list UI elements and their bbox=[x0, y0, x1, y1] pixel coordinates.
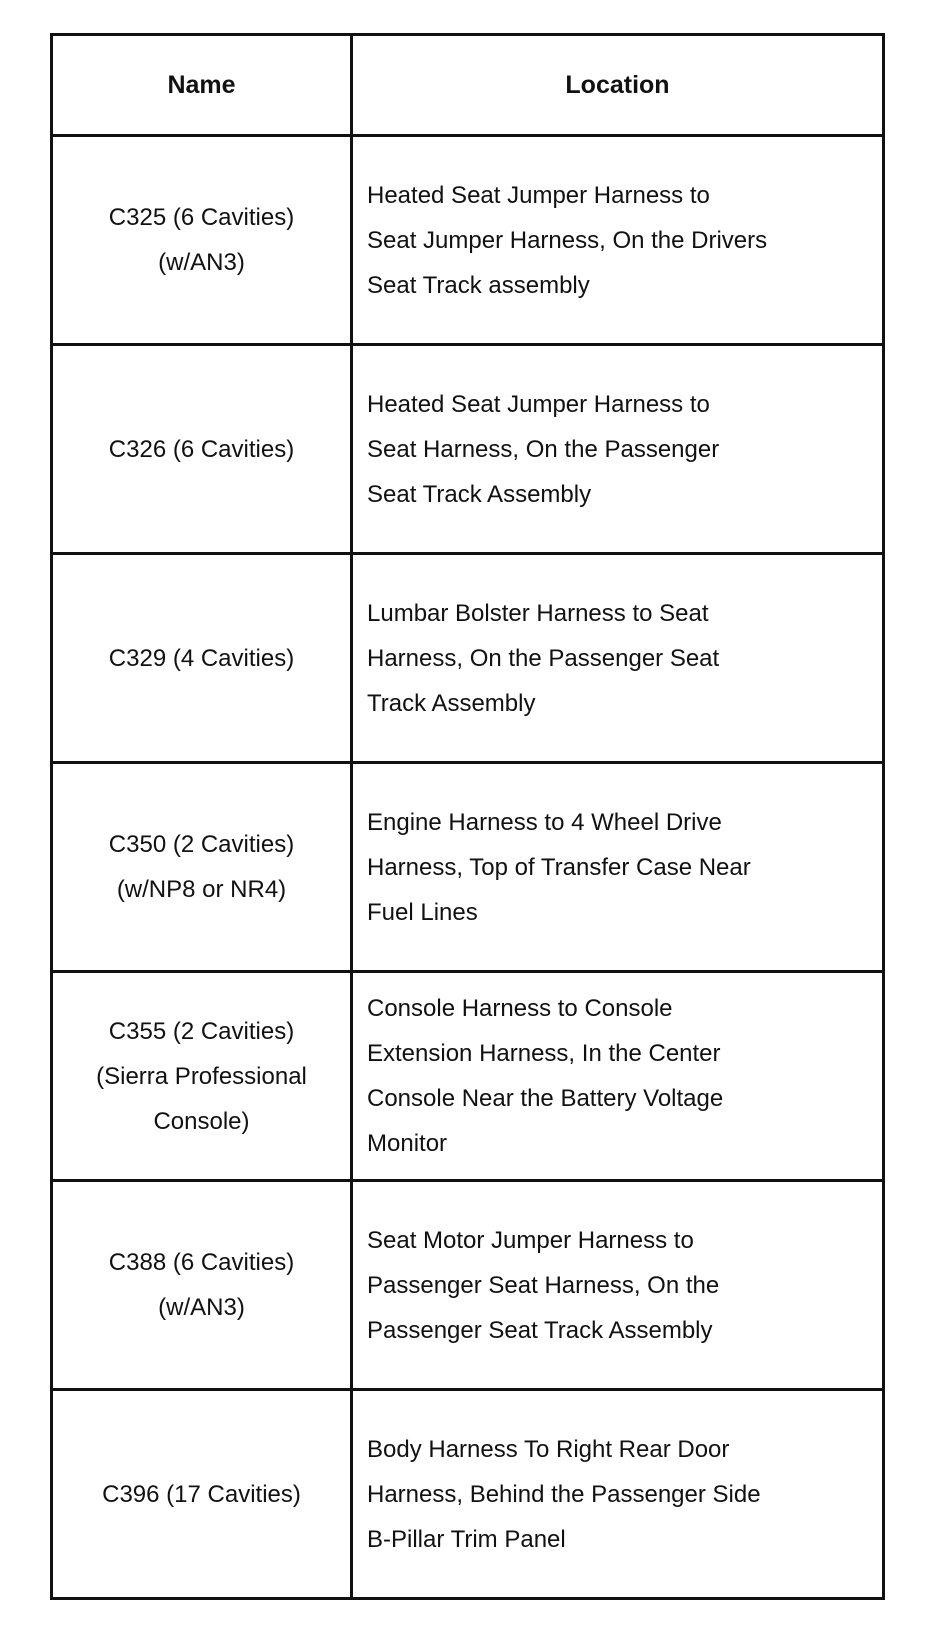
connector-location-line: Engine Harness to 4 Wheel Drive bbox=[367, 808, 722, 836]
connector-name-cell bbox=[52, 345, 352, 554]
connector-table-container bbox=[50, 33, 882, 1600]
connector-location-line: Lumbar Bolster Harness to Seat bbox=[367, 599, 709, 627]
connector-location-line: Heated Seat Jumper Harness to bbox=[367, 181, 710, 209]
connector-name-cell bbox=[52, 554, 352, 763]
connector-location-cell bbox=[352, 1390, 884, 1599]
table-body bbox=[52, 136, 884, 1599]
column-header-name: Name bbox=[52, 35, 352, 136]
connector-name-cell bbox=[52, 763, 352, 972]
connector-name-cell bbox=[52, 1181, 352, 1390]
connector-location-cell bbox=[352, 136, 884, 345]
connector-location-line: Fuel Lines bbox=[367, 898, 478, 926]
connector-name-line: C329 (4 Cavities) bbox=[108, 644, 295, 672]
connector-location-line: Seat Harness, On the Passenger bbox=[367, 435, 720, 463]
connector-name-line: (w/NP8 or NR4) bbox=[116, 876, 287, 903]
table-row bbox=[52, 345, 884, 554]
connector-location-line: Console Harness to Console bbox=[367, 995, 673, 1022]
connector-name-line: (w/AN3) bbox=[158, 249, 245, 276]
connector-name-cell bbox=[52, 1390, 352, 1599]
connector-name-cell bbox=[52, 136, 352, 345]
connector-location-cell bbox=[352, 1181, 884, 1390]
connector-name-line: C388 (6 Cavities) bbox=[108, 1249, 295, 1276]
table-row bbox=[52, 1390, 884, 1599]
table-row bbox=[52, 763, 884, 972]
connector-location-line: Heated Seat Jumper Harness to bbox=[367, 390, 710, 418]
connector-location-line: Harness, Behind the Passenger Side bbox=[367, 1480, 761, 1508]
connector-name-line: C396 (17 Cavities) bbox=[102, 1480, 301, 1508]
connector-location-line: Extension Harness, In the Center bbox=[367, 1040, 721, 1067]
table-row bbox=[52, 1181, 884, 1390]
table-row bbox=[52, 554, 884, 763]
connector-location-line: Passenger Seat Track Assembly bbox=[367, 1316, 713, 1344]
connector-location-line: Track Assembly bbox=[367, 689, 536, 717]
connector-location-line: Passenger Seat Harness, On the bbox=[367, 1271, 720, 1299]
connector-name-line: C350 (2 Cavities) bbox=[108, 831, 295, 858]
connector-location-line: Console Near the Battery Voltage bbox=[367, 1085, 724, 1112]
connector-location-line: B-Pillar Trim Panel bbox=[367, 1525, 566, 1553]
connector-name-cell bbox=[52, 972, 352, 1181]
connector-location-cell bbox=[352, 763, 884, 972]
connector-location-line: Monitor bbox=[367, 1130, 448, 1157]
connector-name-line: Console) bbox=[153, 1107, 250, 1135]
connector-location-cell bbox=[352, 972, 884, 1181]
connector-name-line: C355 (2 Cavities) bbox=[108, 1017, 295, 1045]
connector-location-line: Harness, Top of Transfer Case Near bbox=[367, 853, 751, 881]
table-header-row bbox=[52, 35, 884, 136]
connector-location-cell bbox=[352, 345, 884, 554]
connector-location-line: Harness, On the Passenger Seat bbox=[367, 644, 720, 672]
connector-location-line: Seat Jumper Harness, On the Drivers bbox=[367, 226, 768, 254]
connector-name-line: C326 (6 Cavities) bbox=[108, 435, 295, 463]
connector-name-line: (Sierra Professional bbox=[96, 1062, 307, 1090]
connector-location-line: Seat Motor Jumper Harness to bbox=[367, 1226, 694, 1254]
connector-location-line: Seat Track Assembly bbox=[367, 480, 592, 508]
connector-location-line: Seat Track assembly bbox=[367, 271, 590, 299]
connector-location-table bbox=[50, 33, 885, 1600]
table-row bbox=[52, 136, 884, 345]
connector-name-line: C325 (6 Cavities) bbox=[108, 204, 295, 231]
table-row bbox=[52, 972, 884, 1181]
connector-location-line: Body Harness To Right Rear Door bbox=[367, 1435, 730, 1463]
connector-location-cell bbox=[352, 554, 884, 763]
column-header-location: Location bbox=[352, 35, 884, 136]
connector-name-line: (w/AN3) bbox=[158, 1294, 245, 1321]
